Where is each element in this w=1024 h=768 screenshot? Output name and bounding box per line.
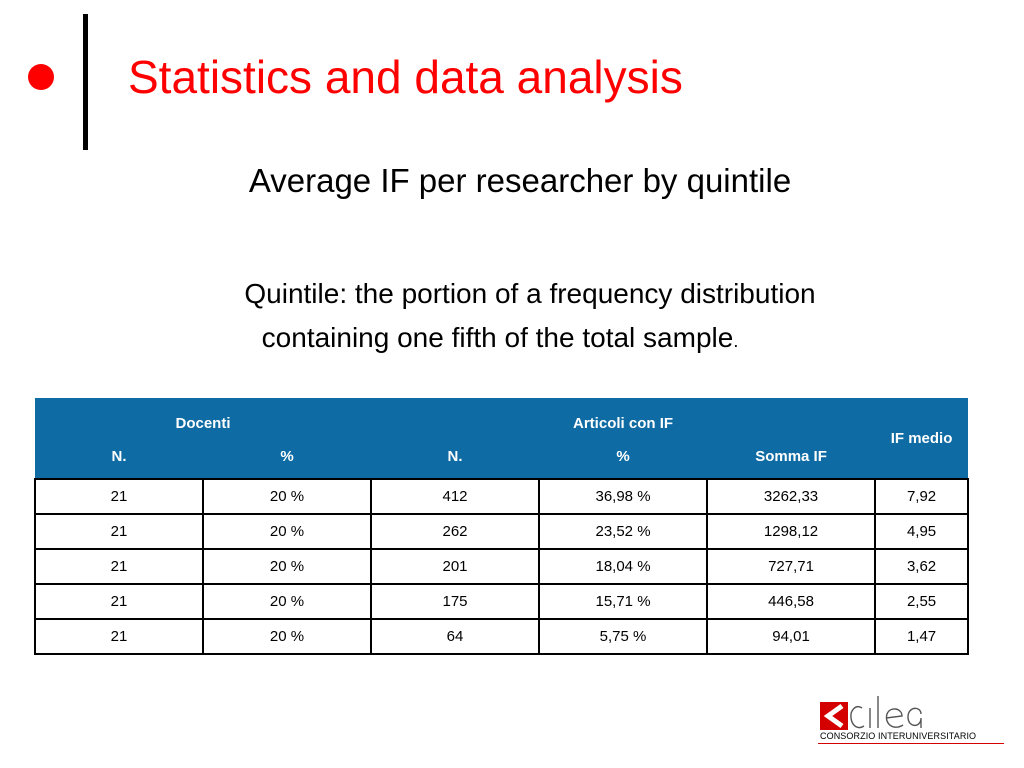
header-if-medio: IF medio: [875, 398, 968, 479]
slide-title: Statistics and data analysis: [128, 51, 683, 103]
cell-if-medio: 1,47: [875, 619, 968, 654]
definition-line-1: Quintile: the portion of a frequency distribution: [244, 278, 816, 309]
logo-underline: [818, 743, 1004, 744]
cell-somma-if: 727,71: [707, 549, 875, 584]
table-row: [35, 479, 968, 514]
bullet-dot-icon: [28, 64, 54, 90]
definition-line-2: [50, 316, 950, 363]
cell-articoli-n: 412: [371, 479, 539, 514]
cell-articoli-n: 262: [371, 514, 539, 549]
definition-line-2-text: containing one fifth of the total sample: [261, 322, 734, 353]
logo-letter-e: [886, 709, 903, 727]
subheader-somma-if: Somma IF: [707, 448, 875, 479]
table-row: [35, 549, 968, 584]
title-divider-bar: [83, 14, 88, 150]
cell-somma-if: 94,01: [707, 619, 875, 654]
cell-articoli-n: 64: [371, 619, 539, 654]
cell-articoli-pct: 18,04 %: [539, 549, 707, 584]
group-header-row: [35, 398, 968, 448]
table-row: [35, 514, 968, 549]
cell-if-medio: 2,55: [875, 584, 968, 619]
cell-somma-if: 446,58: [707, 584, 875, 619]
cell-articoli-pct: 23,52 %: [539, 514, 707, 549]
subheader-docenti-n: N.: [35, 448, 203, 479]
quintile-table: [34, 398, 969, 655]
cell-docenti-pct: 20 %: [203, 514, 371, 549]
table-row: [35, 619, 968, 654]
logo-caption: CONSORZIO INTERUNIVERSITARIO: [820, 731, 977, 741]
logo-letter-a: [908, 708, 921, 728]
cell-articoli-pct: 5,75 %: [539, 619, 707, 654]
cell-articoli-n: 201: [371, 549, 539, 584]
cell-docenti-pct: 20 %: [203, 479, 371, 514]
cell-articoli-pct: 15,71 %: [539, 584, 707, 619]
sub-header-row: [35, 448, 968, 479]
cell-if-medio: 3,62: [875, 549, 968, 584]
cell-docenti-n: 21: [35, 549, 203, 584]
slide-subtitle: Average IF per researcher by quintile: [248, 162, 792, 199]
quintile-definition: [110, 272, 950, 363]
subheader-articoli-n: N.: [371, 448, 539, 479]
cell-docenti-n: 21: [35, 514, 203, 549]
cell-articoli-pct: 36,98 %: [539, 479, 707, 514]
cell-somma-if: 3262,33: [707, 479, 875, 514]
cell-docenti-n: 21: [35, 479, 203, 514]
cell-docenti-n: 21: [35, 619, 203, 654]
cell-docenti-pct: 20 %: [203, 549, 371, 584]
cell-somma-if: 1298,12: [707, 514, 875, 549]
cell-articoli-n: 175: [371, 584, 539, 619]
table-row: [35, 584, 968, 619]
definition-period: .: [733, 331, 739, 351]
cell-if-medio: 4,95: [875, 514, 968, 549]
header-articoli-con-if: Articoli con IF: [371, 398, 875, 448]
cell-docenti-pct: 20 %: [203, 619, 371, 654]
cell-if-medio: 7,92: [875, 479, 968, 514]
header-docenti: Docenti: [35, 398, 371, 448]
cell-docenti-n: 21: [35, 584, 203, 619]
subheader-docenti-pct: %: [203, 448, 371, 479]
subheader-articoli-pct: %: [539, 448, 707, 479]
logo-letter-c: [851, 707, 864, 728]
cell-docenti-pct: 20 %: [203, 584, 371, 619]
